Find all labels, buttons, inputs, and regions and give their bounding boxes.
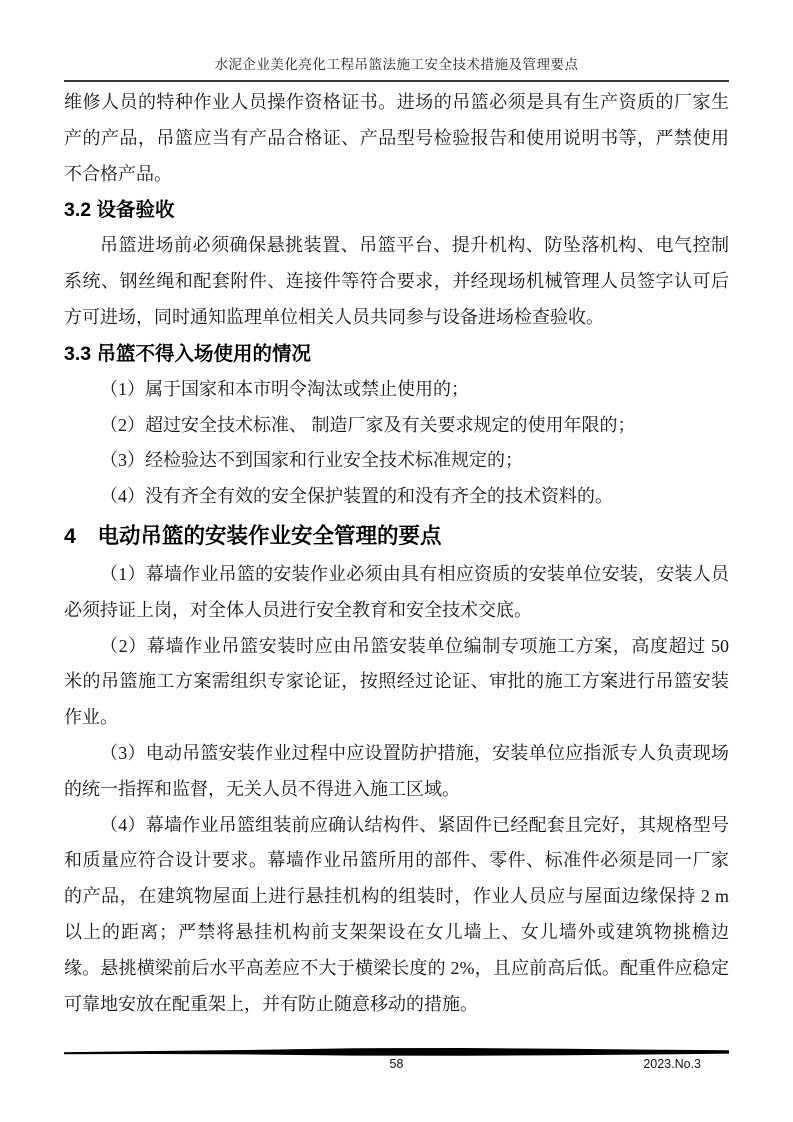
paragraph-continuation: 维修人员的特种作业人员操作资格证书。进场的吊篮必须是具有生产资质的厂家生产的产品，吊篮应当有产品合格证、产品型号检验报告和使用说明书等，严禁使用不合格产品。 [64, 92, 729, 184]
body-paragraph: （3）电动吊篮安装作业过程中应设置防护措施，安装单位应指派专人负责现场的统一指挥和监督，无关人员不得进入施工区域。 [64, 742, 729, 799]
page-number: 58 [389, 1057, 404, 1071]
body-paragraph: （2）幕墙作业吊篮安装时应由吊篮安装单位编制专项施工方案，高度超过 50 米的吊篮施工方案需组织专家论证，按照经过论证、审批的施工方案进行吊篮安装作业。 [64, 635, 729, 728]
footer-row [64, 1057, 729, 1075]
body-paragraph: （4）幕墙作业吊篮组装前应确认结构件、紧固件已经配套且完好，其规格型号和质量应符合设计要求。幕墙作业吊篮所用的部件、零件、标准件必须是同一厂家的产品，在建筑物屋面上进行悬挂机构的组装时，作业人员应与屋面边缘保持 2 m 以上的距离；严禁将悬挂机构前支架架设在女儿墙上、女儿墙外或建筑物挑檐边缘。悬挑横梁前后水平高差应不大于横梁长度的 2%，且应前高后低。配重件应稳定可靠地安放在配重架上，并有防止随意移动的措施。 [64, 814, 729, 1014]
list-item: （3）经检验达不到国家和行业安全技术标准规定的； [100, 450, 523, 471]
section-heading-3-2: 3.2 设备验收 [64, 199, 175, 222]
list-item: （1）属于国家和本市明令淘汰或禁止使用的； [100, 378, 469, 399]
document-body [64, 85, 729, 1022]
footer-rule [64, 1047, 729, 1057]
section-heading-3-3: 3.3 吊篮不得入场使用的情况 [64, 342, 312, 365]
chapter-heading-4: 4 电动吊篮的安装作业安全管理的要点 [64, 523, 442, 548]
list-item: （4）没有齐全有效的安全保护装置的和没有齐全的技术资料的。 [100, 486, 613, 507]
issue-number: 2023.No.3 [643, 1057, 701, 1071]
body-paragraph: （1）幕墙作业吊篮的安装作业必须由具有相应资质的安装单位安装，安装人员必须持证上岗，对全体人员进行安全教育和安全技术交底。 [64, 563, 729, 620]
header-rule [64, 80, 729, 82]
list-item: （2）超过安全技术标准、 制造厂家及有关要求规定的使用年限的； [100, 414, 636, 435]
running-title: 水泥企业美化亮化工程吊篮法施工安全技术措施及管理要点 [214, 57, 579, 72]
body-paragraph: 吊篮进场前必须确保悬挑装置、吊篮平台、提升机构、防坠落机构、电气控制系统、钢丝绳和配套附件、连接件等符合要求，并经现场机械管理人员签字认可后方可进场，同时通知监理单位相关人员共同参与设备进场检查验收。 [64, 235, 729, 327]
